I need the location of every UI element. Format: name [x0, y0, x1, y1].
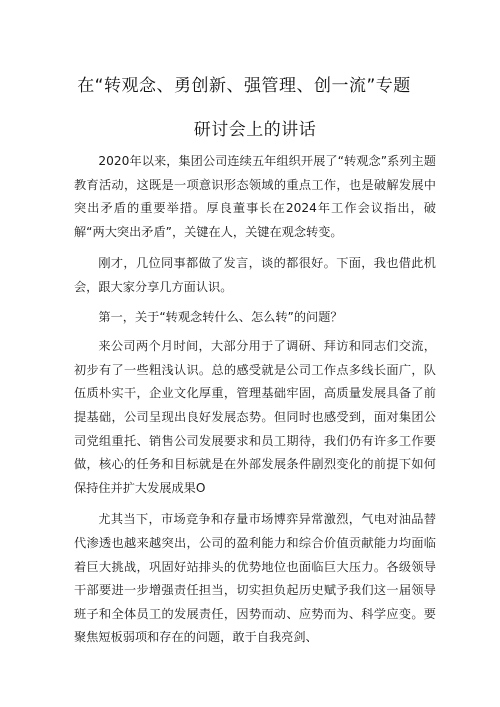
paragraph-section-heading: 第一，关于“转观念转什么、怎么转”的问题？	[98, 309, 343, 324]
paragraph-opening: 刚才，几位同事都做了发言，谈的都很好。下面，我也借此机会，跟大家分享几方面认识。	[74, 256, 436, 294]
paragraph-intro: 2020年以来，集团公司连续五年组织开展了“转观念”系列主题教育活动，这既是一项意识形态领域的重点工作，也是破解发展中突出矛盾的重要举措。厚良董事长在2024年工作会议指出，破解“两大突出矛盾”，关键在人，关键在观念转变。	[74, 154, 436, 239]
document-body	[74, 150, 436, 658]
document-title-line-2: 研讨会上的讲话	[193, 120, 317, 140]
document-title-line-1: 在“转观念、勇创新、强管理、创一流”专题	[77, 76, 411, 96]
paragraph-observations: 来公司两个月时间，大部分用于了调研、拜访和同志们交流，初步有了一些粗浅认识。总的感受就是公司工作点多线长面广，队伍质朴实干，企业文化厚重，管理基础牢固，高质量发展具备了前提基础，公司呈现出良好发展态势。但同时也感受到，面对集团公司党组重托、销售公司发展要求和员工期待，我们仍有许多工作要做，核心的任务和目标就是在外部发展条件剧烈变化的前提下如何保持住并扩大发展成果O	[74, 339, 436, 495]
paragraph-challenges: 尤其当下，市场竞争和存量市场博弈异常激烈，气电对油品替代渗透也越来越突出，公司的盈利能力和综合价值贡献能力均面临着巨大挑战，巩固好站排头的优势地位也面临巨大压力。各级领导干部要进一步增强责任担当，切实担负起历史赋予我们这一届领导班子和全体员工的发展责任，因势而动、应势而为、科学应变。要聚焦短板弱项和存在的问题，敢于自我亮剑、	[74, 512, 436, 645]
